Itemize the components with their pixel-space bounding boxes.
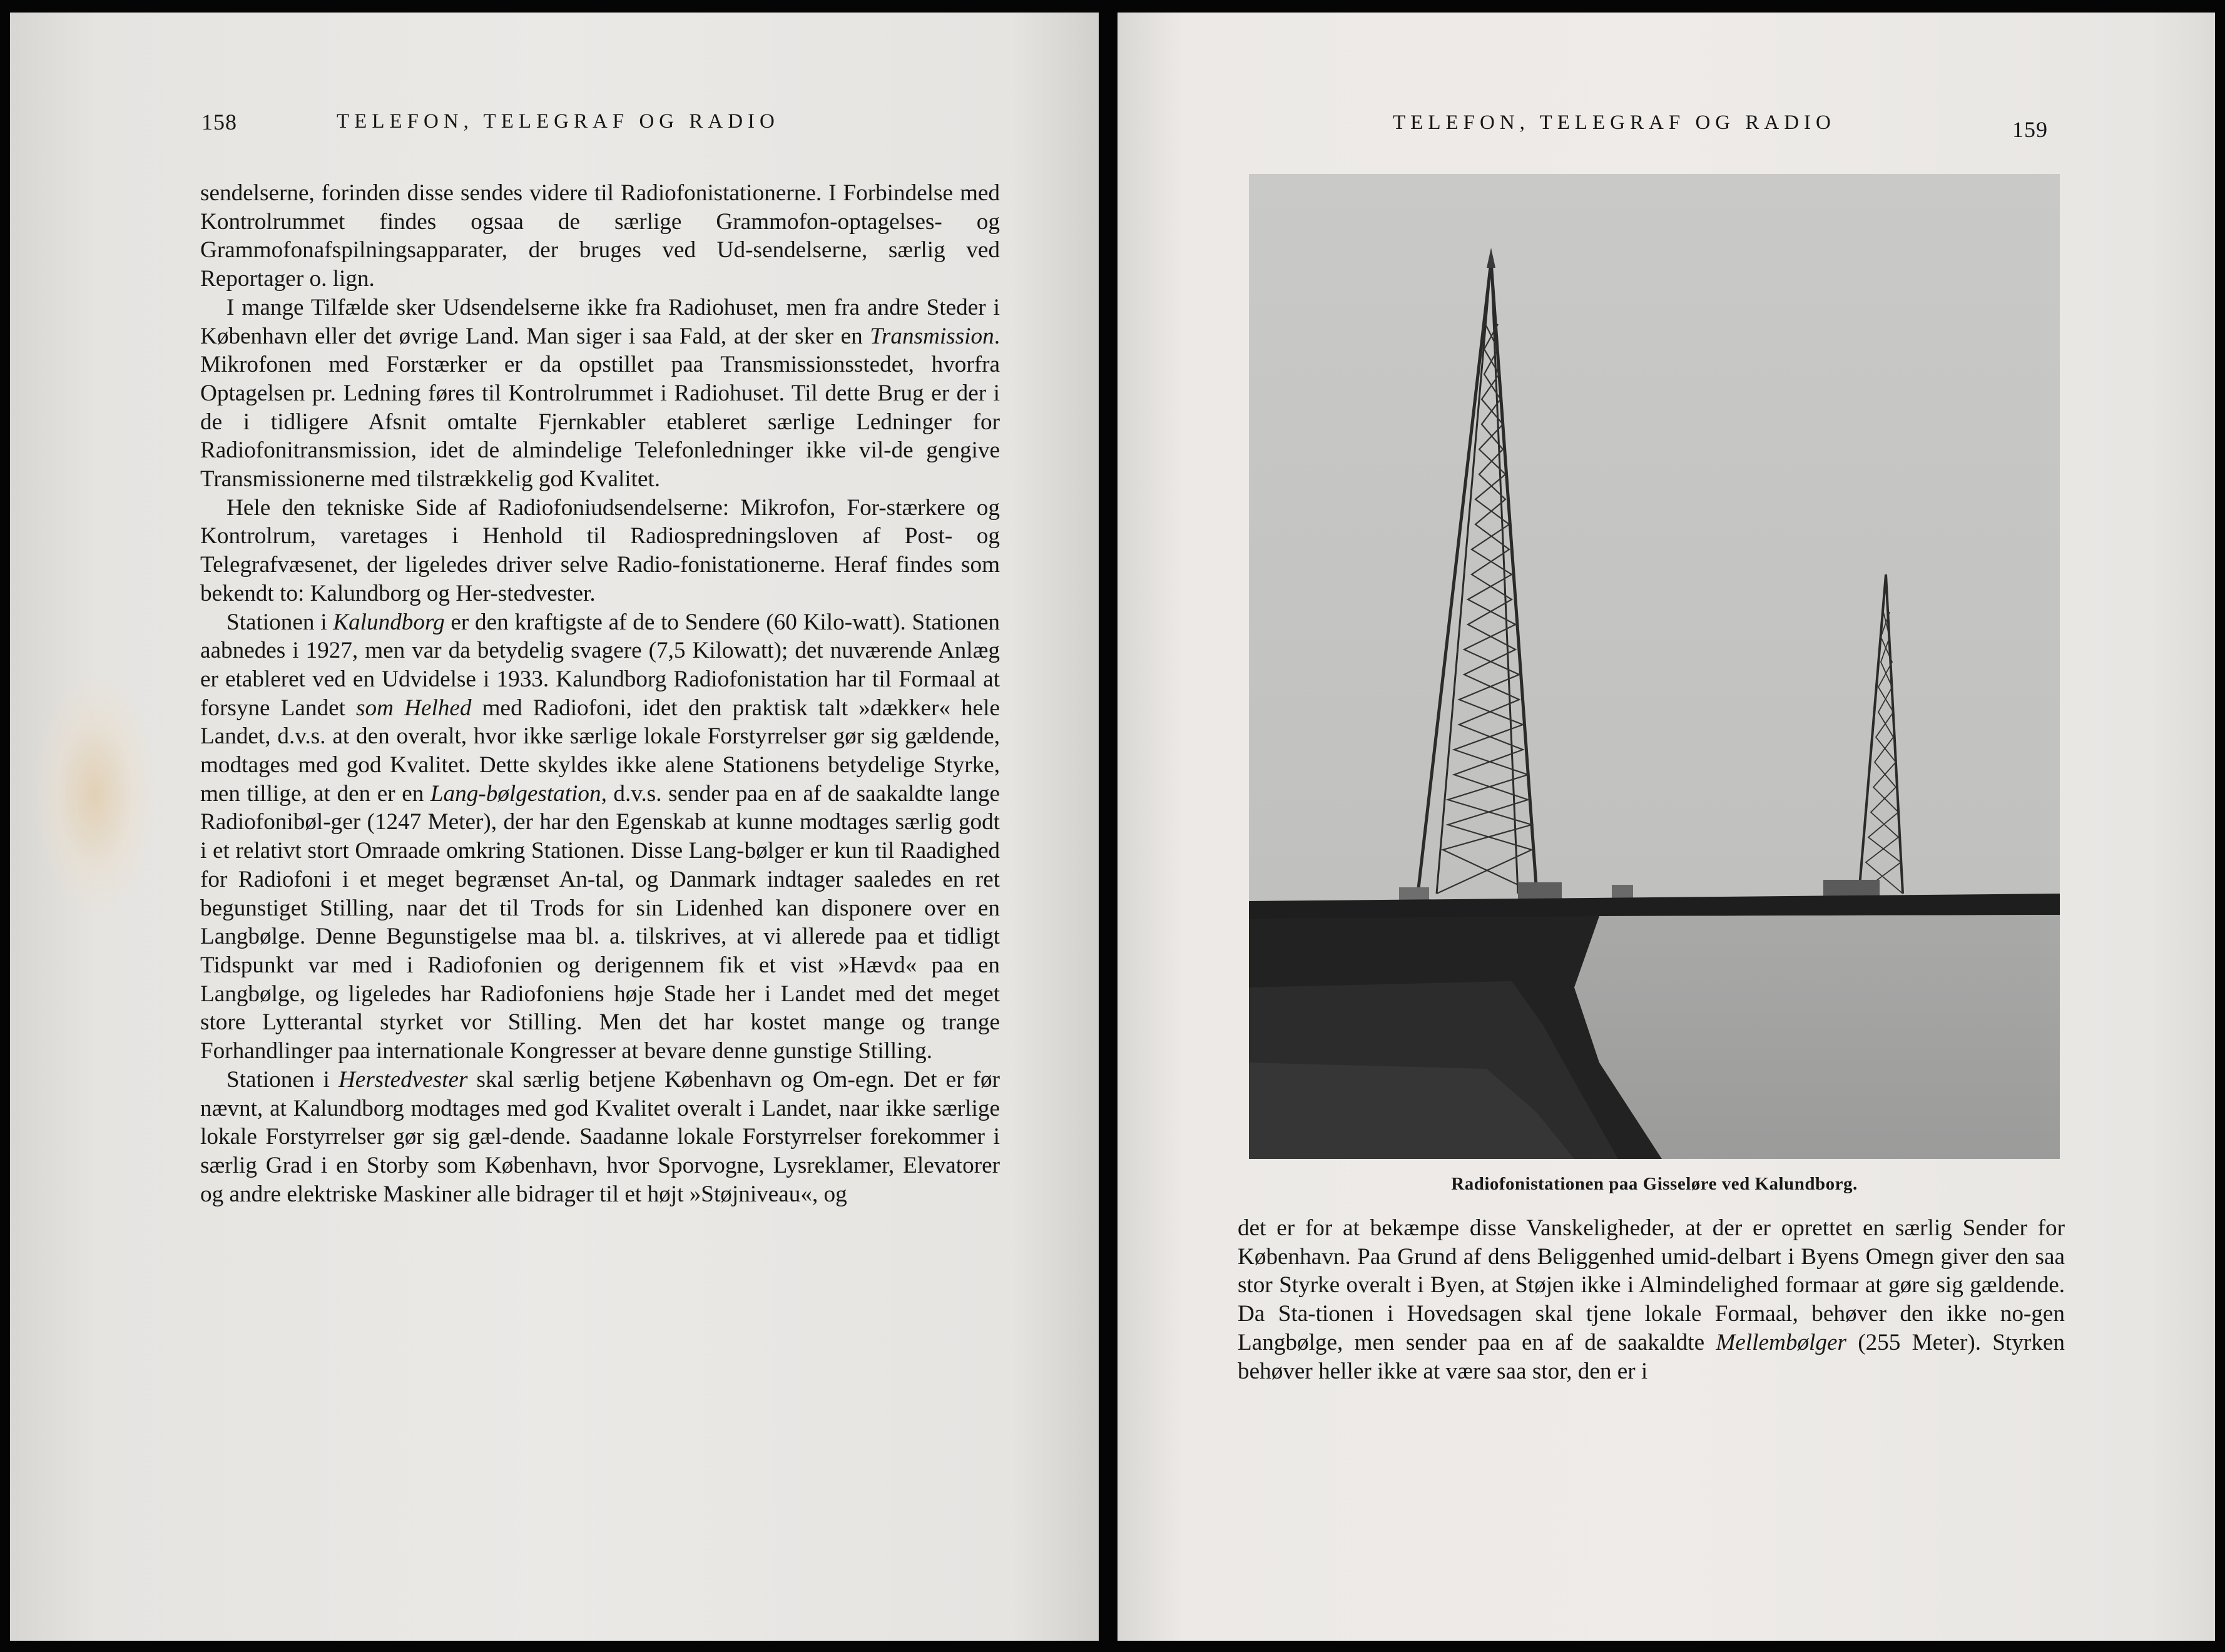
right-page bbox=[1118, 13, 2215, 1641]
running-head-left: TELEFON, TELEGRAF OG RADIO bbox=[337, 110, 780, 133]
left-body-text bbox=[200, 179, 1000, 1208]
paragraph: I mange Tilfælde sker Udsendelserne ikke fra Radiohuset, men fra andre Steder i København eller det øvrige Land. Man siger i saa Fald, at der sker en Transmission. Mikrofonen med Forstærker er da opstillet paa Transmissionsstedet, hvorfra Optagelsen pr. Ledning føres til Kontrolrummet i Radiohuset. Til dette Brug er der i de i tidligere Afsnit omtalte Fjernkabler etableret særlige Ledninger for Radiofonitransmission, idet de almindelige Telefonledninger ikke vil-de gengive Transmissionerne med tilstrækkelig god Kvalitet. bbox=[200, 294, 1000, 492]
paragraph: Hele den tekniske Side af Radiofoniudsendelserne: Mikrofon, For-stærkere og Kontrolrum, varetages i Henhold til Radiospredningsloven af Post- og Telegrafvæsenet, der ligeledes driver selve Radio-fonistationerne. Heraf findes som bekendt to: Kalundborg og Her-stedvester. bbox=[200, 494, 1000, 606]
paper-stain bbox=[35, 676, 154, 914]
page-number-left: 158 bbox=[201, 110, 237, 135]
left-page bbox=[10, 13, 1099, 1641]
paragraph: sendelserne, forinden disse sendes videre til Radiofonistationerne. I Forbindelse med Kontrolrummet findes ogsaa de særlige Grammofon-optagelses- og Grammofonafspilningsapparater, der bruges ved Ud-sendelserne, særlig ved Reportager o. lign. bbox=[200, 180, 1000, 292]
paragraph: Stationen i Kalundborg er den kraftigste af de to Sendere (60 Kilo-watt). Stationen aabnedes i 1927, men var da betydelig svagere (7,5 Kilowatt); det nuværende Anlæg er etableret ved en Udvidelse i 1933. Kalundborg Radiofonistation har til Formaal at forsyne Landet som Helhed med Radiofoni, idet den praktisk talt »dækker« hele Landet, d.v.s. at den overalt, hvor ikke særlige lokale Forstyrrelser gør sig gældende, modtages med god Kvalitet. Dette skyldes ikke alene Stationens betydelige Styrke, men tillige, at den er en Lang-bølgestation, d.v.s. sender paa en af de saakaldte lange Radiofonibøl-ger (1247 Meter), der har den Egenskab at kunne modtages særlig godt i et relativt stort Omraade omkring Stationen. Disse Lang-bølger er kun til Raadighed for Radiofoni i et meget begrænset An-tal, og Danmark indtager saaledes en ret begunstiget Stilling, naar det til Trods for sin Lidenhed kan disponere over en Langbølge. Denne Begunstigelse maa bl. a. tilskrives, at vi allerede paa et tidligt Tidspunkt var med i Radiofonien og derigennem fik et vist »Hævd« paa en Langbølge, og ligeledes har Radiofoniens høje Stade her i Landet med det meget store Lytterantal styrket vor Stilling. Men det har kostet mange og trange Forhandlinger paa internationale Kongresser at bevare denne gunstige Stilling. bbox=[200, 609, 1000, 1064]
photo-caption: Radiofonistationen paa Gisseløre ved Kalundborg. bbox=[1451, 1174, 1858, 1194]
right-body-text bbox=[1238, 1214, 2065, 1385]
running-head-right: TELEFON, TELEGRAF OG RADIO bbox=[1393, 111, 1836, 134]
radio-towers-photo bbox=[1249, 174, 2060, 1159]
paragraph: det er for at bekæmpe disse Vanskeligheder, at der er oprettet en særlig Sender for København. Paa Grund af dens Beliggenhed umid-delbart i Byens Omegn giver den saa stor Styrke overalt i Byen, at Støjen ikke i Almindelighed formaar at gøre sig gældende. Da Sta-tionen i Hovedsagen skal tjene lokale Formaal, behøver den ikke no-gen Langbølge, men sender paa en af de saakaldte Mellembølger (255 Meter). Styrken behøver heller ikke at være saa stor, den er i bbox=[1238, 1215, 2065, 1384]
page-number-right: 159 bbox=[2012, 117, 2048, 142]
paragraph: Stationen i Herstedvester skal særlig betjene København og Om-egn. Det er før nævnt, at Kalundborg modtages med god Kvalitet overalt i Landet, naar ikke særlige lokale Forstyrrelser gør sig gæl-dende. Saadanne lokale Forstyrrelser forekommer i særlig Grad i en Storby som København, hvor Sporvogne, Lysreklamer, Elevatorer og andre elektriske Maskiner alle bidrager til et højt »Støjniveau«, og bbox=[200, 1066, 1000, 1207]
